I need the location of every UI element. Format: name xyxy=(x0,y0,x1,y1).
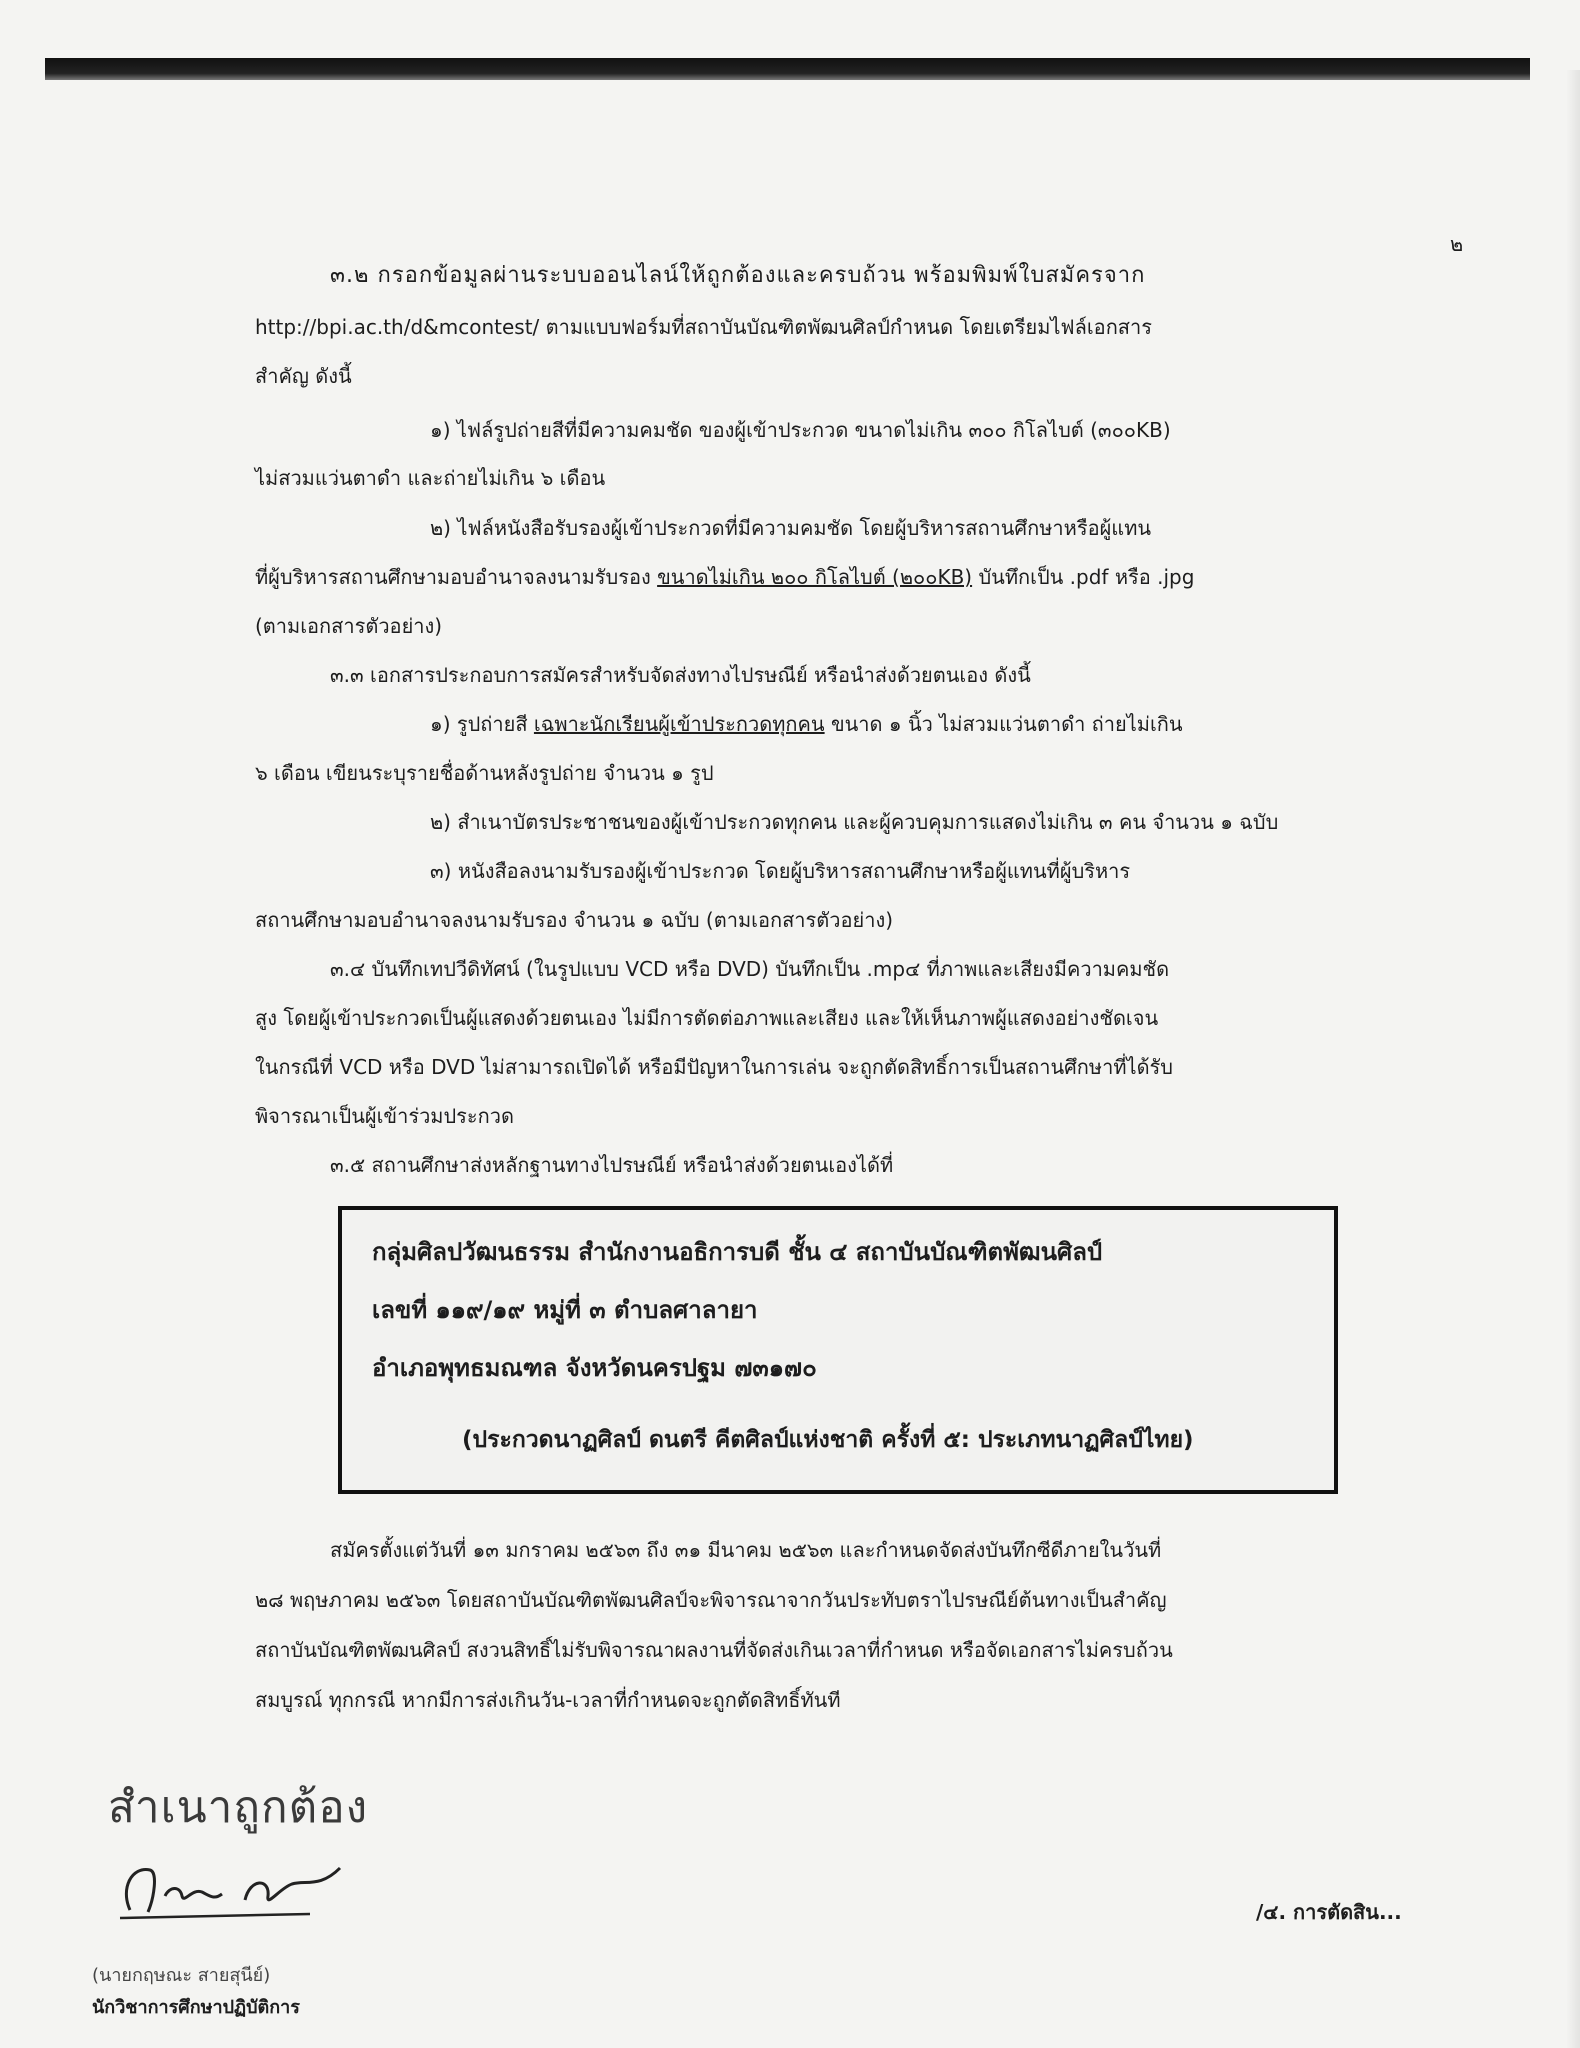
section-3-5-line-1: ๓.๕ สถานศึกษาส่งหลักฐานทางไปรษณีย์ หรือนำส่งด้วยตนเองได้ที่ xyxy=(330,1153,894,1177)
section-3-2-2-line-2 xyxy=(255,563,1194,591)
section-3-3-2-line-1: ๒) สำเนาบัตรประชาชนของผู้เข้าประกวดทุกคน และผู้ควบคุมการแสดงไม่เกิน ๓ คน จำนวน ๑ ฉบับ xyxy=(430,810,1279,834)
section-3-2-line-1: ๓.๒ กรอกข้อมูลผ่านระบบออนไลน์ให้ถูกต้องและครบถ้วน พร้อมพิมพ์ใบสมัครจาก xyxy=(330,263,1146,288)
section-3-4-line-4: พิจารณาเป็นผู้เข้าร่วมประกวด xyxy=(255,1104,514,1128)
section-3-2-2-line-3: (ตามเอกสารตัวอย่าง) xyxy=(255,614,443,638)
closing-line-4: สมบูรณ์ ทุกกรณี หากมีการส่งเกินวัน-เวลาที่กำหนดจะถูกตัดสิทธิ์ทันที xyxy=(255,1688,841,1712)
section-3-3-line-1: ๓.๓ เอกสารประกอบการสมัครสำหรับจัดส่งทางไปรษณีย์ หรือนำส่งด้วยตนเอง ดังนี้ xyxy=(330,663,1031,687)
signer-position: นักวิชาการศึกษาปฏิบัติการ xyxy=(92,1997,300,2018)
certified-copy-stamp: สำเนาถูกต้อง xyxy=(108,1782,369,1833)
closing-line-3: สถาบันบัณฑิตพัฒนศิลป์ สงวนสิทธิ์ไม่รับพิจารณาผลงานที่จัดส่งเกินเวลาที่กำหนด หรือจัดเอกสารไม่ครบถ้วน xyxy=(255,1638,1173,1662)
scan-right-edge xyxy=(1566,70,1580,2048)
address-line-1: กลุ่มศิลปวัฒนธรรม สำนักงานอธิการบดี ชั้น ๔ สถาบันบัณฑิตพัฒนศิลป์ xyxy=(372,1238,1103,1266)
section-3-3-1-line-2: ๖ เดือน เขียนระบุรายชื่อด้านหลังรูปถ่าย จำนวน ๑ รูป xyxy=(255,761,714,785)
section-3-3-1-line-1 xyxy=(430,710,1183,738)
address-line-3: อำเภอพุทธมณฑล จังหวัดนครปฐม ๗๓๑๗๐ xyxy=(372,1354,817,1382)
address-line-4: (ประกวดนาฏศิลป์ ดนตรี คีตศิลป์แห่งชาติ ครั้งที่ ๕: ประเภทนาฏศิลป์ไทย) xyxy=(462,1427,1194,1453)
closing-line-2: ๒๘ พฤษภาคม ๒๕๖๓ โดยสถาบันบัณฑิตพัฒนศิลป์จะพิจารณาจากวันประทับตราไปรษณีย์ต้นทางเป็นสำคัญ xyxy=(255,1588,1167,1612)
section-3-2-2-line-1: ๒) ไฟล์หนังสือรับรองผู้เข้าประกวดที่มีความคมชัด โดยผู้บริหารสถานศึกษาหรือผู้แทน xyxy=(430,516,1152,540)
underlined-file-size-limit: ขนาดไม่เกิน ๒๐๐ กิโลไบต์ (๒๐๐KB) xyxy=(657,565,973,589)
text-run: ขนาด ๑ นิ้ว ไม่สวมแว่นตาดำ ถ่ายไม่เกิน xyxy=(824,712,1183,736)
text-run: ที่ผู้บริหารสถานศึกษามอบอำนาจลงนามรับรอง xyxy=(255,565,658,589)
section-3-3-3-line-1: ๓) หนังสือลงนามรับรองผู้เข้าประกวด โดยผู้บริหารสถานศึกษาหรือผู้แทนที่ผู้บริหาร xyxy=(430,859,1131,883)
closing-line-1: สมัครตั้งแต่วันที่ ๑๓ มกราคม ๒๕๖๓ ถึง ๓๑ มีนาคม ๒๕๖๓ และกำหนดจัดส่งบันทึกซีดีภายในวันที่ xyxy=(330,1538,1162,1562)
section-3-2-1-line-1: ๑) ไฟล์รูปถ่ายสีที่มีความคมชัด ของผู้เข้าประกวด ขนาดไม่เกิน ๓๐๐ กิโลไบต์ (๓๐๐KB) xyxy=(430,418,1171,442)
signature xyxy=(110,1848,380,1928)
section-3-2-line-2: http://bpi.ac.th/d&mcontest/ ตามแบบฟอร์มที่สถาบันบัณฑิตพัฒนศิลป์กำหนด โดยเตรียมไฟล์เอกสาร xyxy=(255,315,1152,339)
section-3-4-line-1: ๓.๔ บันทึกเทปวีดิทัศน์ (ในรูปแบบ VCD หรือ DVD) บันทึกเป็น .mp๔ ที่ภาพและเสียงมีความคมชัด xyxy=(330,957,1170,981)
address-line-2: เลขที่ ๑๑๙/๑๙ หมู่ที่ ๓ ตำบลศาลายา xyxy=(372,1296,758,1324)
section-3-2-line-3: สำคัญ ดังนี้ xyxy=(255,364,352,388)
section-3-2-1-line-2: ไม่สวมแว่นตาดำ และถ่ายไม่เกิน ๖ เดือน xyxy=(255,466,606,490)
text-run: บันทึกเป็น .pdf หรือ .jpg xyxy=(972,565,1195,589)
text-run: ๑) รูปถ่ายสี xyxy=(430,712,534,736)
underlined-students-only: เฉพาะนักเรียนผู้เข้าประกวดทุกคน xyxy=(533,712,825,736)
address-box xyxy=(338,1206,1338,1494)
section-3-3-3-line-2: สถานศึกษามอบอำนาจลงนามรับรอง จำนวน ๑ ฉบับ (ตามเอกสารตัวอย่าง) xyxy=(255,908,894,932)
section-3-4-line-2: สูง โดยผู้เข้าประกวดเป็นผู้แสดงด้วยตนเอง ไม่มีการตัดต่อภาพและเสียง และให้เห็นภาพผู้แสดงอย่างชัดเจน xyxy=(255,1006,1159,1030)
top-scan-border xyxy=(45,58,1530,80)
continuation-note: /๔. การตัดสิน... xyxy=(1256,1900,1402,1924)
section-3-4-line-3: ในกรณีที่ VCD หรือ DVD ไม่สามารถเปิดได้ หรือมีปัญหาในการเล่น จะถูกตัดสิทธิ์การเป็นสถานศึกษาที่ได้รับ xyxy=(255,1055,1173,1079)
page-number: ๒ xyxy=(1450,232,1464,256)
signer-name: (นายกฤษณะ สายสุนีย์) xyxy=(92,1965,271,1986)
